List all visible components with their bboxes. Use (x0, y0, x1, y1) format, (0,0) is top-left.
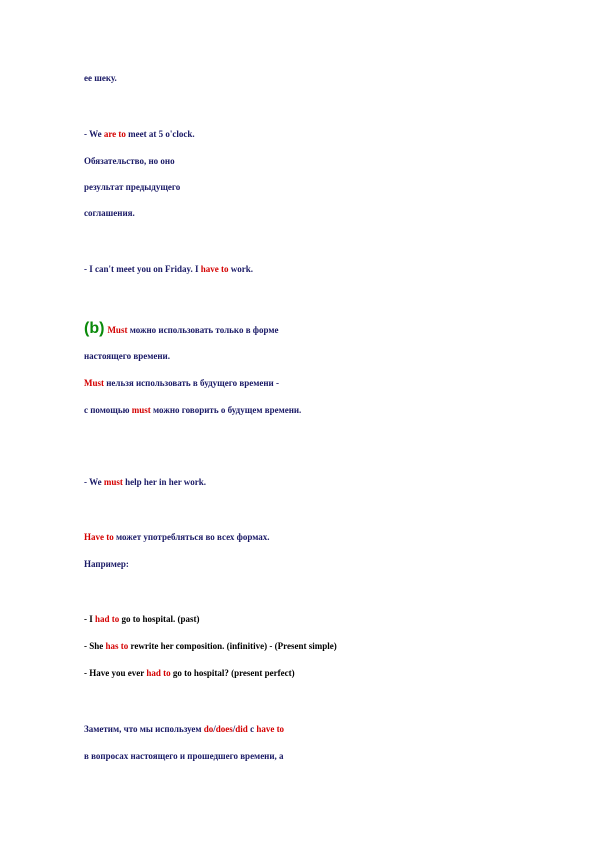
text-line (84, 155, 175, 167)
text-fragment: можно использовать только в форме (127, 325, 279, 335)
text-fragment: / (213, 724, 216, 734)
text-fragment: Например: (84, 559, 129, 569)
text-fragment: meet at 5 o'clock. (125, 129, 195, 139)
example-sentence (84, 263, 253, 275)
text-fragment: work. (228, 264, 253, 274)
text-fragment: Обязательство, но оно (84, 156, 175, 166)
highlighted-term: Must (107, 325, 128, 335)
text-fragment: - I (84, 614, 95, 624)
highlighted-term: Must (84, 378, 104, 388)
highlighted-term: had to (146, 668, 171, 678)
example-sentence (84, 613, 200, 625)
text-line (84, 377, 279, 389)
highlighted-term: did (235, 724, 248, 734)
example-sentence (84, 667, 295, 679)
text-fragment: go to hospital. (past) (119, 614, 200, 624)
text-line (84, 750, 284, 762)
highlighted-term: Have to (84, 532, 114, 542)
text-line (84, 350, 170, 362)
text-line (84, 181, 180, 193)
text-line (84, 531, 270, 543)
text-line (84, 72, 117, 84)
highlighted-term: have to (256, 724, 285, 734)
text-line (84, 207, 135, 219)
text-fragment: с (247, 724, 257, 734)
highlighted-term: do (203, 724, 214, 734)
text-fragment: - We (84, 129, 104, 139)
example-sentence (84, 128, 195, 140)
text-fragment: нельзя использовать в будущего времени - (104, 378, 279, 388)
section-b-heading (84, 319, 279, 340)
section-label: (b) (84, 320, 105, 337)
text-fragment: help her in her work. (122, 477, 207, 487)
text-fragment: - She (84, 641, 106, 651)
text-fragment: go to hospital? (present perfect) (170, 668, 295, 678)
text-line (84, 723, 284, 735)
highlighted-term: has to (105, 641, 129, 651)
highlighted-term: have to (200, 264, 229, 274)
highlighted-term: must (103, 477, 123, 487)
text-fragment: результат предыдущего (84, 182, 181, 192)
text-fragment: ее шеку. (84, 73, 117, 83)
text-fragment: настоящего времени. (84, 351, 170, 361)
example-sentence (84, 476, 206, 488)
highlighted-term: had to (95, 614, 120, 624)
text-fragment: - I can't meet you on Friday. I (84, 264, 201, 274)
text-fragment: может употребляться во всех формах. (113, 532, 270, 542)
text-fragment: - Have you ever (84, 668, 147, 678)
text-fragment: можно говорить о будущем времени. (150, 405, 302, 415)
highlighted-term: does (215, 724, 233, 734)
text-fragment: Заметим, что мы используем (84, 724, 204, 734)
text-fragment: rewrite her composition. (infinitive) - (Present simple) (128, 641, 337, 651)
text-fragment: в вопросах настоящего и прошедшего времени, а (84, 751, 284, 761)
text-fragment: - We (84, 477, 104, 487)
text-line (84, 558, 129, 570)
text-fragment: с помощью (84, 405, 132, 415)
example-sentence (84, 640, 337, 652)
highlighted-term: must (131, 405, 151, 415)
text-line (84, 404, 301, 416)
text-fragment: соглашения. (84, 208, 135, 218)
text-fragment: / (232, 724, 236, 734)
highlighted-term: are to (103, 129, 126, 139)
